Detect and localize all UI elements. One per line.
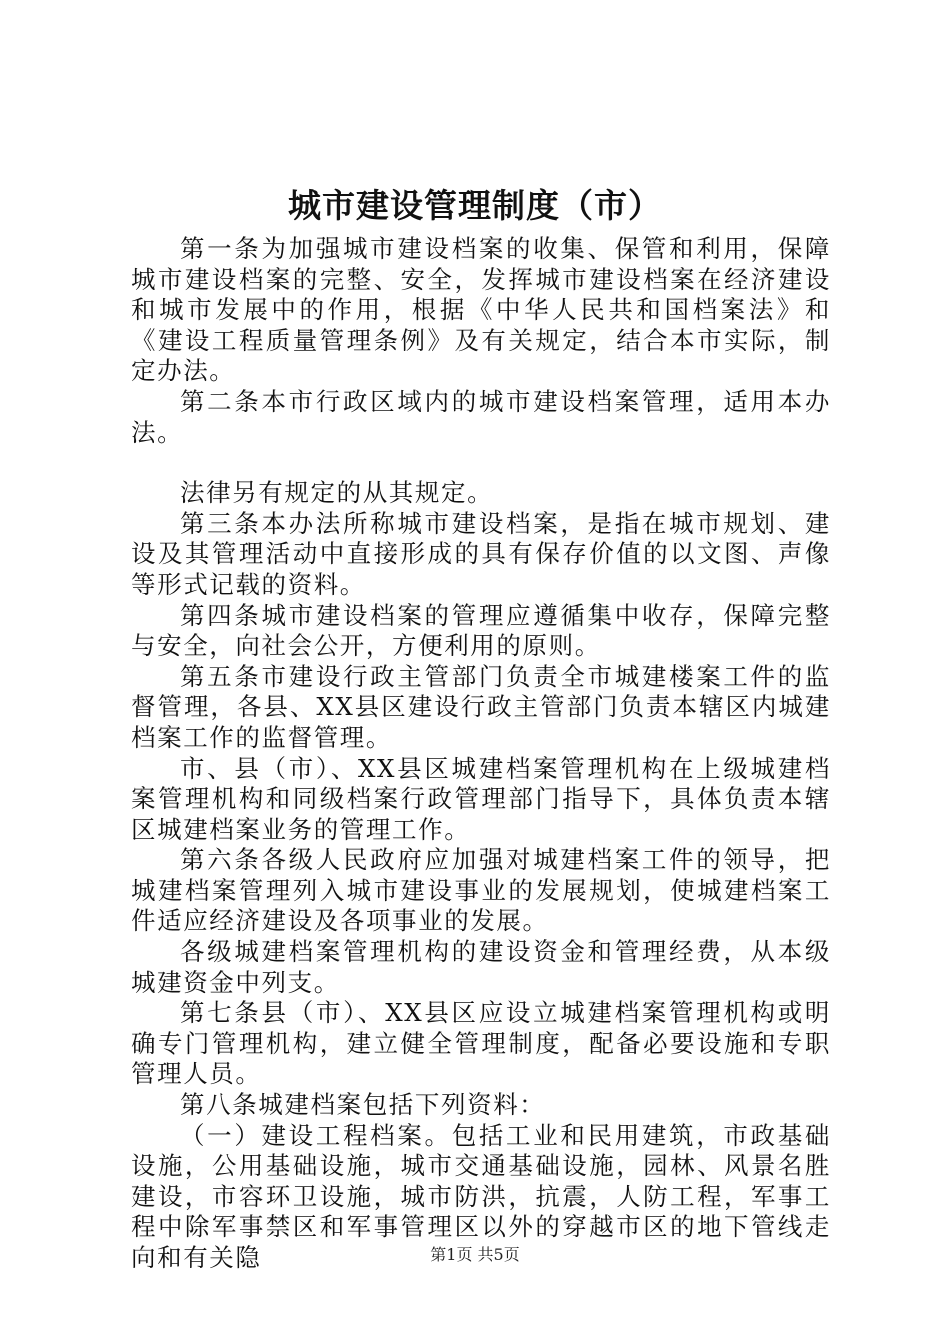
paragraph-article-6: 第六条各级人民政府应加强对城建档案工件的领导，把城建档案管理列入城市建设事业的发展规划，使城建档案工件适应经济建设及各项事业的发展。 xyxy=(131,845,831,936)
paragraph-article-4: 第四条城市建设档案的管理应遵循集中收存，保障完整与安全，向社会公开，方便利用的原则。 xyxy=(131,600,831,661)
paragraph-article-5: 第五条市建设行政主管部门负责全市城建楼案工件的监督管理，各县、XX县区建设行政主管部门负责本辖区内城建档案工作的监督管理。 xyxy=(131,661,831,752)
page-title: 城市建设管理制度（市） xyxy=(288,186,662,225)
paragraph-article-2: 第二条本市行政区域内的城市建设档案管理，适用本办法。 xyxy=(131,386,831,447)
paragraph-article-8-item-1: （一）建设工程档案。包括工业和民用建筑，市政基础设施，公用基础设施，城市交通基础设施，园林、风景名胜建设，市容环卫设施，城市防洪，抗震，人防工程，军事工程中除军事禁区和军事管理区以外的穿越市区的地下管线走向和有关隐 xyxy=(131,1120,831,1272)
paragraph-article-2-note: 法律另有规定的从其规定。 xyxy=(180,478,494,508)
paragraph-article-5-cont: 市、县（市）、XX县区城建档案管理机构在上级城建档案管理机构和同级档案行政管理部门指导下，具体负责本辖区城建档案业务的管理工作。 xyxy=(131,753,831,844)
paragraph-article-1: 第一条为加强城市建设档案的收集、保管和利用，保障城市建设档案的完整、安全，发挥城市建设档案在经济建设和城市发展中的作用，根据《中华人民共和国档案法》和《建设工程质量管理条例》及有关规定，结合本市实际，制定办法。 xyxy=(131,234,831,386)
document-body xyxy=(131,234,831,1274)
paragraph-article-8: 第八条城建档案包括下列资料： xyxy=(180,1090,546,1120)
paragraph-article-6-cont: 各级城建档案管理机构的建设资金和管理经费，从本级城建资金中列支。 xyxy=(131,937,831,997)
paragraph-article-7: 第七条县（市）、XX县区应设立城建档案管理机构或明确专门管理机构，建立健全管理制度，配备必要设施和专职管理人员。 xyxy=(131,998,831,1089)
page-number-footer: 第1页 共5页 xyxy=(430,1245,520,1264)
paragraph-article-3: 第三条本办法所称城市建设档案，是指在城市规划、建设及其管理活动中直接形成的具有保存价值的以文图、声像等形式记载的资料。 xyxy=(131,508,831,599)
